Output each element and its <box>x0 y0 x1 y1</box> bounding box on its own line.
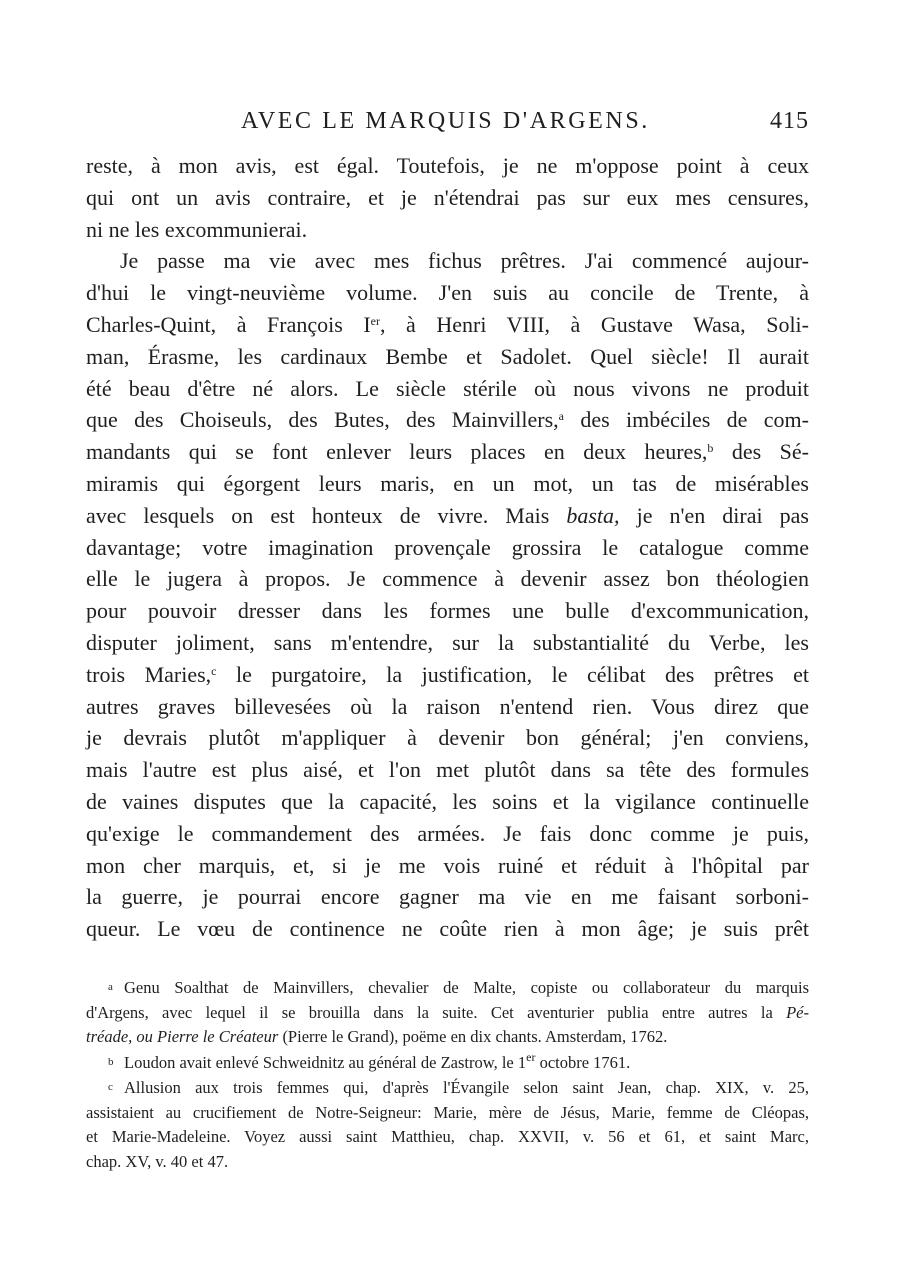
text-line <box>86 1075 809 1101</box>
paragraph-2 <box>86 245 809 945</box>
text-segment: que des Choiseuls, des Butes, des Mainvillers, <box>86 407 559 433</box>
text-line: et Marie-Madeleine. Voyez aussi saint Matthieu, chap. XXVII, v. 56 et 61, et saint Marc, <box>86 1127 809 1146</box>
text-segment: avec lesquels on est honteux de vivre. Mais <box>86 502 567 528</box>
italic-text: Pé- <box>786 1002 809 1022</box>
page-header <box>0 108 900 148</box>
text-segment: des Sé- <box>713 439 809 465</box>
text-segment: je n'en dirai pas <box>619 502 809 528</box>
text-segment: octobre 1761. <box>535 1052 631 1072</box>
footnote-ref-c[interactable]: c <box>211 663 217 678</box>
text-line: queur. Le vœu de continence ne coûte rien à mon âge; je suis prêt <box>86 916 809 942</box>
paragraph-1 <box>86 150 809 245</box>
text-line: d'hui le vingt-neuvième volume. J'en suis au concile de Trente, à <box>86 280 809 306</box>
text-line <box>86 1050 809 1076</box>
footnotes <box>86 975 809 1174</box>
italic-text: basta, <box>566 502 620 528</box>
text-line <box>86 1025 809 1050</box>
body-text <box>86 150 809 945</box>
running-title: AVEC LE MARQUIS D'ARGENS. <box>241 108 650 134</box>
text-line <box>86 659 809 691</box>
text-segment: (Pierre le Grand), poëme en dix chants. Amsterdam, 1762. <box>278 1027 668 1046</box>
text-segment: le purgatoire, la justification, le célibat des prêtres et <box>216 661 810 687</box>
text-line: je devrais plutôt m'appliquer à devenir bon général; j'en conviens, <box>86 725 809 751</box>
text-line: chap. XV, v. 40 et 47. <box>86 1151 229 1171</box>
text-segment: Charles-Quint, à François I <box>86 311 371 337</box>
text-line <box>86 1001 809 1026</box>
text-line: ni ne les excommunierai. <box>86 216 308 242</box>
footnote-marker: a <box>108 981 113 993</box>
text-segment: Allusion aux trois femmes qui, d'après l'Évangile selon saint Jean, chap. XIX, v. 25, <box>124 1078 809 1097</box>
text-segment: Genu Soalthat de Mainvillers, chevalier de Malte, copiste ou collaborateur du marquis <box>124 978 809 997</box>
superscript: er <box>526 1049 536 1064</box>
text-line: été beau d'être né alors. Le siècle stérile où nous vivons ne produit <box>86 375 809 401</box>
text-segment: , à Henri VIII, à Gustave Wasa, Soli- <box>379 311 809 337</box>
text-line: la guerre, je pourrai encore gagner ma vie en me faisant sorboni- <box>86 884 809 910</box>
footnote-marker: c <box>108 1081 113 1093</box>
text-segment: d'Argens, avec lequel il se brouilla dans la suite. Cet aventurier publia entre autres la <box>86 1002 787 1022</box>
italic-text: tréade, ou Pierre le Créateur <box>86 1027 279 1046</box>
text-line: reste, à mon avis, est égal. Toutefois, je ne m'oppose point à ceux <box>86 153 809 178</box>
footnote-ref-b[interactable]: b <box>707 441 714 456</box>
text-segment: Loudon avait enlevé Schweidnitz au général de Zastrow, le 1 <box>124 1052 527 1072</box>
text-line: Je passe ma vie avec mes fichus prêtres. J'ai commencé aujour- <box>120 248 809 274</box>
page-number: 415 <box>770 108 809 134</box>
footnote-a <box>86 975 809 1050</box>
text-line: autres graves billevesées où la raison n'entend rien. Vous direz que <box>86 693 809 719</box>
text-line: qu'exige le commandement des armées. Je fais donc comme je puis, <box>86 820 809 846</box>
text-line: assistaient au crucifiement de Notre-Seigneur: Marie, mère de Jésus, Marie, femme de Cléopas, <box>86 1102 809 1122</box>
footnote-b <box>86 1050 809 1076</box>
text-line: man, Érasme, les cardinaux Bembe et Sadolet. Quel siècle! Il aurait <box>86 343 809 369</box>
footnote-c <box>86 1075 809 1174</box>
footnote-ref-a[interactable]: a <box>558 409 564 424</box>
text-line: elle le jugera à propos. Je commence à devenir assez bon théologien <box>86 566 809 592</box>
text-line <box>86 975 809 1001</box>
text-line: davantage; votre imagination provençale grossira le catalogue comme <box>86 534 809 560</box>
text-segment: trois Maries, <box>86 661 212 687</box>
text-segment: des imbéciles de com- <box>564 407 809 433</box>
text-line: mon cher marquis, et, si je me vois ruiné et réduit à l'hôpital par <box>86 852 809 878</box>
text-line <box>86 436 809 468</box>
text-line: miramis qui égorgent leurs maris, en un mot, un tas de misérables <box>86 470 809 496</box>
text-segment: mandants qui se font enlever leurs places en deux heures, <box>86 439 708 465</box>
text-line: pour pouvoir dresser dans les formes une bulle d'excommunication, <box>86 598 809 624</box>
text-line: mais l'autre est plus aisé, et l'on met plutôt dans sa tête des formules <box>86 757 809 783</box>
superscript: er <box>370 313 380 328</box>
text-line <box>86 309 809 341</box>
text-line: disputer joliment, sans m'entendre, sur la substantialité du Verbe, les <box>86 629 809 655</box>
text-line: qui ont un avis contraire, et je n'étendrai pas sur eux mes censures, <box>86 184 809 210</box>
text-line: de vaines disputes que la capacité, les soins et la vigilance continuelle <box>86 788 809 814</box>
text-line <box>86 404 809 436</box>
footnote-marker: b <box>108 1055 114 1068</box>
text-line <box>86 500 809 532</box>
